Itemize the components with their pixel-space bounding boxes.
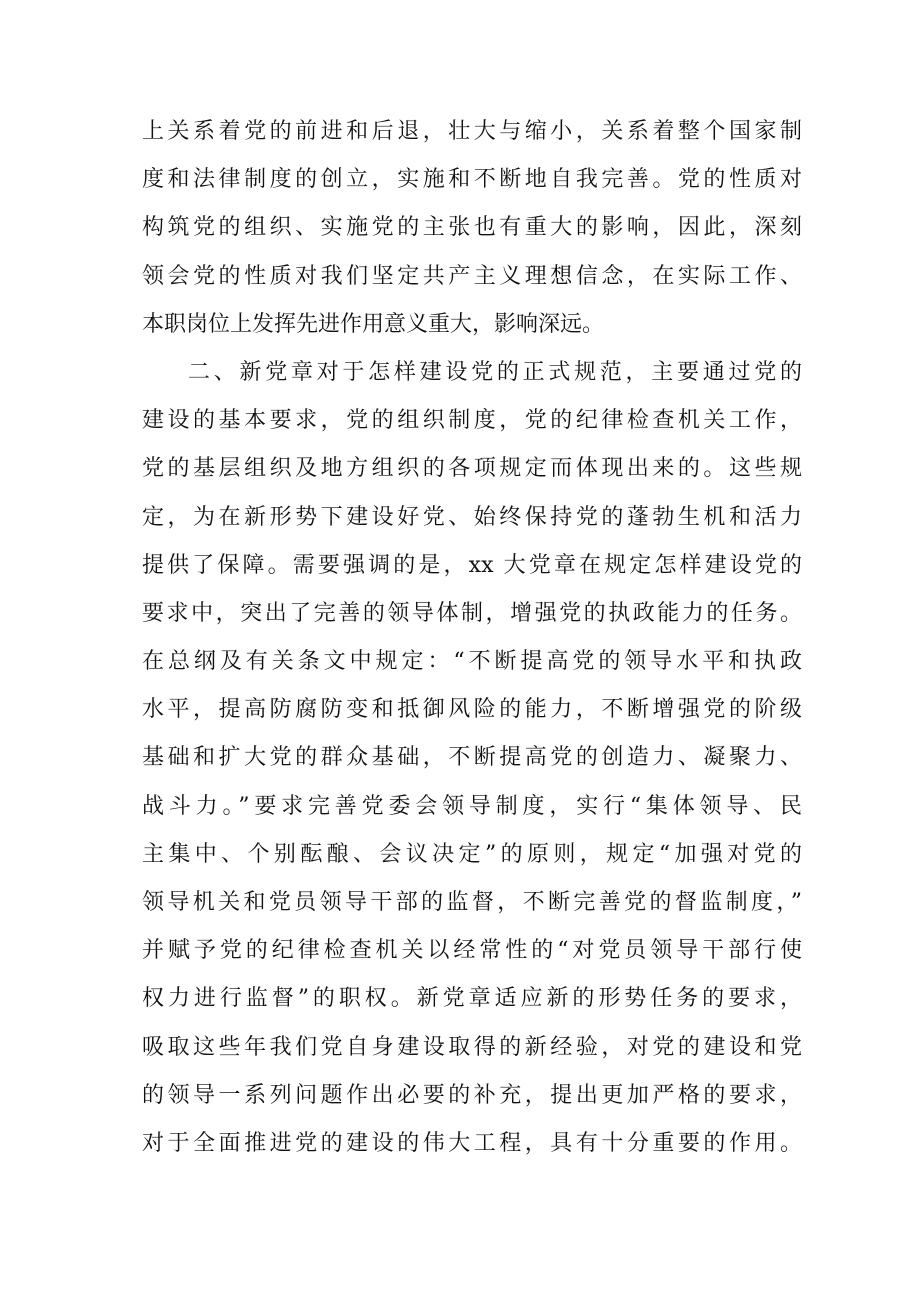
text-line-9: 定，为在新形势下建设好党、始终保持党的蓬勃生机和活力 <box>142 504 802 530</box>
text-line-3: 构筑党的组织、实施党的主张也有重大的影响，因此，深刻 <box>142 215 802 241</box>
text-line-12: 在总纲及有关条文中规定：“不断提高党的领导水平和执政 <box>142 649 802 675</box>
text-line-5: 本职岗位上发挥先进作用意义重大，影响深远。 <box>142 311 605 337</box>
text-line-22: 对于全面推进党的建设的伟大工程，具有十分重要的作用。 <box>142 1130 802 1156</box>
text-line-7: 建设的基本要求，党的组织制度，党的纪律检查机关工作， <box>142 408 802 434</box>
text-line-21: 的领导一系列问题作出必要的补充，提出更加严格的要求， <box>142 1082 802 1108</box>
text-line-14: 基础和扩大党的群众基础，不断提高党的创造力、凝聚力、 <box>142 745 802 771</box>
text-line-15: 战斗力。”要求完善党委会领导制度，实行“集体领导、民 <box>142 793 802 819</box>
text-line-11: 要求中，突出了完善的领导体制，增强党的执政能力的任务。 <box>142 600 802 626</box>
text-line-2: 度和法律制度的创立，实施和不断地自我完善。党的性质对 <box>142 167 802 193</box>
text-line-16: 主集中、个别酝酿、会议决定”的原则，规定“加强对党的 <box>142 841 802 867</box>
text-line-10: 提供了保障。需要强调的是，xx 大党章在规定怎样建设党的 <box>142 552 802 578</box>
text-line-6: 二、新党章对于怎样建设党的正式规范，主要通过党的 <box>188 359 802 385</box>
text-line-17: 领导机关和党员领导干部的监督，不断完善党的督监制度，” <box>142 890 802 915</box>
text-line-8: 党的基层组织及地方组织的各项规定而体现出来的。这些规 <box>142 456 802 482</box>
document-body <box>142 108 802 1168</box>
text-line-1: 上关系着党的前进和后退，壮大与缩小，关系着整个国家制 <box>142 119 802 144</box>
text-line-4: 领会党的性质对我们坚定共产主义理想信念，在实际工作、 <box>142 263 802 289</box>
text-line-20: 吸取这些年我们党自身建设取得的新经验，对党的建设和党 <box>142 1034 802 1060</box>
text-line-19: 权力进行监督”的职权。新党章适应新的形势任务的要求， <box>142 986 802 1012</box>
text-line-13: 水平，提高防腐防变和抵御风险的能力，不断增强党的阶级 <box>142 697 802 723</box>
text-line-18: 并赋予党的纪律检查机关以经常性的“对党员领导干部行使 <box>142 938 802 964</box>
